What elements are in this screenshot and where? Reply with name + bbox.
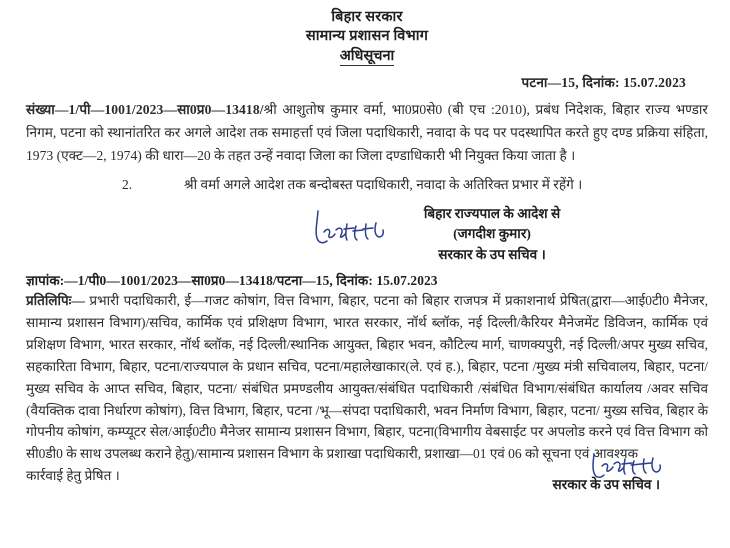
paragraph-2 [26,173,708,196]
document-title: अधिसूचना [340,47,395,66]
document-header [26,8,708,67]
bottom-signatory-designation: सरकार के उप सचिव । [552,477,660,493]
notification-number: संख्या—1/पी—1001/2023—सा0प्र0—13418/ [26,101,264,117]
copy-distribution-text: प्रभारी पदाधिकारी, ई—गजट कोषांग, वित्त विभाग, बिहार, पटना को बिहार राजपत्र में प्रकाशनार्थ प्रेषित(द्वारा—आई0टी0 मैनेजर, सामान्य प्रशासन विभाग)/सचिव, कार्मिक एवं प्रशिक्षण विभाग, भारत सरकार, नॉर्थ ब्लॉक, नई दिल्ली/कैरियर मैनेजमेंट डिविजन, कार्मिक एवं प्रशिक्षण विभाग, भारत सरकार, नॉर्थ ब्लॉक, नई दिल्ली/स्थानिक आयुक्त, बिहार भवन, कौटिल्य मार्ग, चाणक्यपुरी, नई दिल्ली/अपर मुख्य सचिव, सहकारिता विभाग, बिहार, पटना/राज्यपाल के प्रधान सचिव, पटना/महालेखाकार(ले. एवं ह.), बिहार, पटना /मुख्य मंत्री सचिवालय, बिहार, पटना/मुख्य सचिव के आप्त सचिव, बिहार, पटना/ संबंधित प्रमण्डलीय आयुक्त/संबंधित पदाधिकारी /संबंधित विभाग/संबंधित कार्यालय /अवर सचिव (वैयक्तिक दावा निर्धारण कोषांग), वित्त विभाग, बिहार, पटना /भू—संपदा पदाधिकारी, भवन निर्माण विभाग, बिहार, पटना/ मुख्य सचिव, बिहार के गोपनीय कोषांग, कम्प्यूटर सेल/आई0टी0 मैनेजर सामान्य प्रशासन विभाग, बिहार, पटना(विभागीय वेबसाईट पर अपलोड करने एवं वित्त विभाग को सी0डी0 के साथ उपलब्ध कराने हेतु)/सामान्य प्रशासन विभाग के प्रशाखा पदाधिकारी, प्रशाखा—01 एवं 06 को सूचना एवं आवश्यक [26,293,708,462]
copy-distribution-block [26,290,708,465]
order-by-line: बिहार राज्यपाल के आदेश से [423,206,561,222]
paragraph-1-text: श्री आशुतोष कुमार वर्मा, भा0प्र0से0 (बी एच :2010), प्रबंध निदेशक, बिहार राज्य भण्डार निगम, पटना को स्थानांतरित कर अगले आदेश तक समाहर्त्ता एवं जिला पदाधिकारी, नवादा के पद पर पदस्थापित करते हुए दण्ड प्रक्रिया संहिता, 1973 (एक्ट—2, 1974) की धारा—20 के तहत उन्हें नवादा जिला का जिला दण्डाधिकारी भी नियुक्त किया जाता है । [26,101,708,164]
place-and-date: पटना—15, दिनांक: 15.07.2023 [521,74,686,90]
department-name: सामान्य प्रशासन विभाग [305,27,429,44]
document-body [26,98,708,197]
bottom-signature-block [552,465,708,495]
signatory-designation: सरकार के उप सचिव । [438,246,546,262]
paragraph-1 [26,98,708,168]
paragraph-2-text: श्री वर्मा अगले आदेश तक बन्दोबस्त पदाधिकारी, नवादा के अतिरिक्त प्रभार में रहेंगे । [184,176,583,192]
copy-tail-text: कार्रवाई हेतु प्रेषित । [26,468,120,484]
document-footer-row [26,465,708,495]
signatory-name: (जगदीश कुमार) [453,226,531,242]
memo-number: ज्ञापांक:—1/पी0—1001/2023—सा0प्र0—13418/पटना—15, दिनांक: 15.07.2023 [26,273,438,289]
paragraph-2-number: 2. [122,176,133,192]
top-signature-block [26,204,708,265]
government-name: बिहार सरकार [331,9,403,25]
copy-label: प्रतिलिपिः— [26,293,85,309]
